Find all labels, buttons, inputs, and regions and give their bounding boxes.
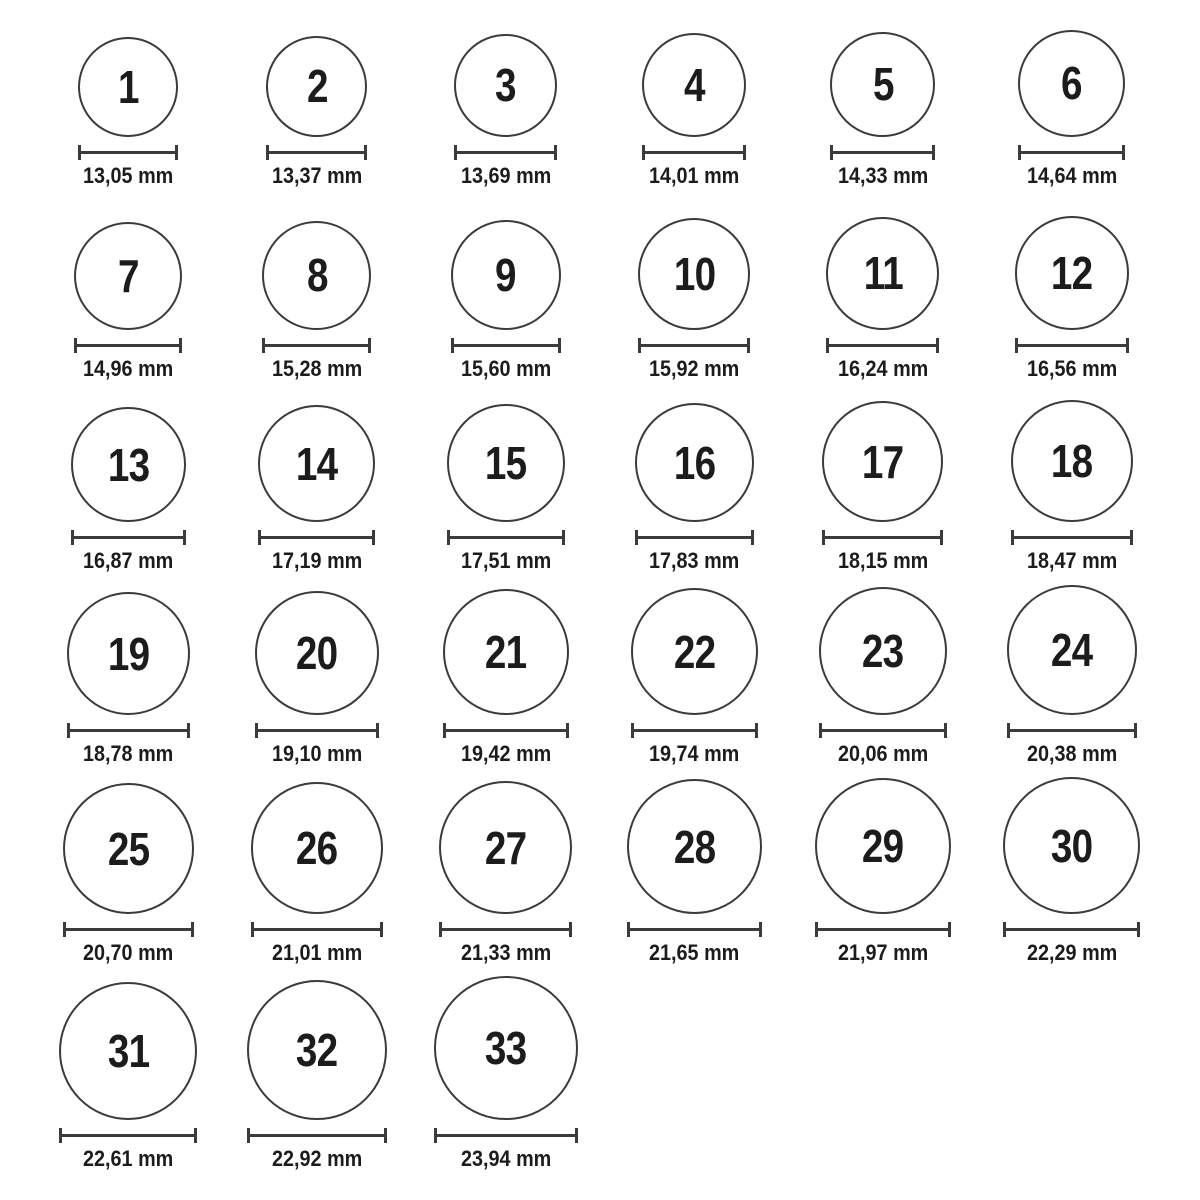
ring-size-number: 25: [107, 822, 149, 875]
measure-bar: [454, 344, 558, 347]
ring-size-cell: [223, 584, 412, 777]
measure-bar: [1014, 536, 1130, 539]
ring-size-cell: [789, 199, 978, 392]
diameter-label: 19,10 mm: [271, 741, 363, 766]
ring-size-cell: [411, 199, 600, 392]
measure-tick-right-icon: [191, 922, 194, 937]
measure-bar: [446, 729, 566, 732]
measure-tick-right-icon: [948, 922, 951, 937]
measure-bar: [825, 536, 940, 539]
diameter-label: 15,92 mm: [649, 355, 740, 381]
measure-tick-right-icon: [751, 530, 754, 545]
ring-size-number: 14: [296, 437, 338, 490]
diameter-measure-line: [642, 145, 746, 160]
diameter-label: 22,61 mm: [83, 1146, 174, 1171]
ring-size-number: 5: [872, 58, 894, 111]
ring-size-number: 12: [1050, 246, 1093, 299]
ring-size-cell: [600, 199, 789, 392]
ring-size-number: 21: [484, 626, 527, 678]
measure-tick-right-icon: [1137, 922, 1140, 937]
measure-bar: [457, 151, 554, 154]
diameter-label: 21,97 mm: [837, 940, 929, 965]
ring-size-number: 32: [296, 1024, 338, 1076]
ring-size-cell: [411, 392, 600, 585]
ring-size-number: 8: [306, 249, 328, 301]
ring-circle: [815, 778, 951, 914]
ring-circle: [78, 37, 178, 137]
diameter-label: 21,01 mm: [271, 940, 363, 965]
diameter-label: 14,33 mm: [837, 162, 929, 188]
diameter-measure-line: [443, 723, 569, 738]
ring-size-number: 27: [484, 821, 527, 874]
diameter-measure-line: [262, 338, 371, 353]
diameter-measure-line: [1003, 922, 1140, 937]
diameter-measure-line: [1007, 723, 1137, 738]
measure-tick-right-icon: [183, 530, 186, 545]
ring-circle: [830, 32, 935, 137]
diameter-measure-line: [247, 1128, 387, 1143]
ring-size-number: 24: [1050, 624, 1093, 676]
ring-size-number: 9: [495, 248, 516, 301]
ring-size-cell: [223, 6, 412, 199]
diameter-label: 22,92 mm: [271, 1146, 363, 1171]
diameter-measure-line: [454, 145, 557, 160]
diameter-label: 14,96 mm: [83, 355, 174, 381]
ring-circle: [1003, 777, 1140, 914]
ring-size-number: 18: [1050, 435, 1093, 488]
ring-circle: [638, 218, 750, 330]
ring-size-cell: [223, 392, 412, 585]
ring-size-cell: [600, 392, 789, 585]
diameter-label: 22,29 mm: [1026, 940, 1117, 965]
ring-size-cell: [411, 6, 600, 199]
ring-size-cell: [600, 777, 789, 976]
ring-circle: [819, 587, 947, 715]
ring-size-cell: [789, 392, 978, 585]
diameter-label: 13,69 mm: [460, 162, 551, 188]
diameter-measure-line: [447, 530, 565, 545]
ring-circle: [1015, 216, 1129, 330]
ring-circle: [266, 36, 367, 137]
diameter-label: 18,78 mm: [83, 741, 174, 766]
measure-bar: [641, 344, 747, 347]
measure-tick-right-icon: [372, 530, 375, 545]
diameter-label: 19,74 mm: [649, 741, 740, 766]
ring-size-cell: [977, 199, 1166, 392]
measure-tick-right-icon: [364, 145, 367, 160]
ring-size-number: 16: [673, 436, 715, 489]
ring-circle: [454, 34, 557, 137]
diameter-measure-line: [251, 922, 383, 937]
measure-tick-right-icon: [1134, 723, 1137, 738]
measure-tick-right-icon: [376, 723, 379, 738]
ring-size-number: 13: [107, 438, 149, 491]
measure-bar: [269, 151, 364, 154]
ring-size-cell: [223, 777, 412, 976]
ring-size-number: 11: [863, 247, 903, 299]
diameter-label: 17,51 mm: [460, 548, 551, 574]
ring-size-cell: [34, 976, 223, 1182]
measure-bar: [1018, 344, 1126, 347]
ring-size-number: 31: [107, 1025, 149, 1077]
diameter-measure-line: [1018, 145, 1125, 160]
ring-circle: [1007, 585, 1137, 715]
measure-bar: [254, 928, 380, 931]
diameter-measure-line: [822, 530, 943, 545]
measure-tick-right-icon: [759, 922, 762, 937]
measure-bar: [62, 1134, 194, 1137]
diameter-label: 16,87 mm: [83, 548, 174, 574]
diameter-label: 20,06 mm: [837, 741, 929, 766]
measure-bar: [638, 536, 751, 539]
diameter-label: 16,56 mm: [1026, 355, 1117, 381]
ring-size-number: 3: [495, 59, 516, 112]
ring-circle: [826, 217, 939, 330]
ring-size-number: 6: [1061, 57, 1082, 110]
measure-tick-right-icon: [940, 530, 943, 545]
measure-tick-right-icon: [1130, 530, 1133, 545]
measure-tick-right-icon: [1126, 338, 1129, 353]
measure-tick-right-icon: [558, 338, 561, 353]
diameter-label: 14,01 mm: [649, 162, 740, 188]
ring-size-number: 20: [296, 627, 338, 679]
ring-size-cell: [977, 777, 1166, 976]
measure-bar: [645, 151, 743, 154]
ring-size-cell: [789, 6, 978, 199]
diameter-measure-line: [627, 922, 762, 937]
diameter-label: 16,24 mm: [837, 355, 929, 381]
measure-tick-right-icon: [380, 922, 383, 937]
ring-size-cell: [600, 6, 789, 199]
ring-circle: [258, 405, 375, 522]
diameter-measure-line: [59, 1128, 197, 1143]
ring-circle: [439, 781, 572, 914]
ring-size-number: 15: [484, 437, 527, 490]
diameter-measure-line: [819, 723, 947, 738]
ring-size-number: 30: [1050, 819, 1093, 872]
ring-circle: [447, 404, 565, 522]
measure-bar: [1006, 928, 1137, 931]
measure-bar: [250, 1134, 384, 1137]
measure-bar: [74, 536, 183, 539]
measure-tick-right-icon: [755, 723, 758, 738]
measure-bar: [1010, 729, 1134, 732]
diameter-label: 21,65 mm: [649, 940, 740, 965]
diameter-measure-line: [826, 338, 939, 353]
diameter-measure-line: [258, 530, 375, 545]
measure-tick-right-icon: [569, 922, 572, 937]
ring-size-number: 28: [673, 820, 715, 873]
ring-circle: [822, 401, 943, 522]
diameter-label: 20,38 mm: [1026, 741, 1117, 766]
diameter-measure-line: [67, 723, 190, 738]
diameter-label: 15,28 mm: [271, 355, 363, 381]
ring-size-number: 26: [296, 822, 338, 874]
measure-bar: [70, 729, 187, 732]
measure-bar: [1021, 151, 1122, 154]
diameter-measure-line: [255, 723, 379, 738]
measure-bar: [81, 151, 175, 154]
ring-size-cell: [789, 777, 978, 976]
measure-bar: [833, 151, 932, 154]
measure-bar: [261, 536, 372, 539]
measure-bar: [822, 729, 944, 732]
ring-size-number: 4: [683, 58, 705, 111]
ring-size-cell: [411, 777, 600, 976]
diameter-label: 19,42 mm: [460, 741, 551, 766]
diameter-measure-line: [631, 723, 758, 738]
diameter-measure-line: [451, 338, 561, 353]
measure-tick-right-icon: [194, 1128, 197, 1143]
diameter-measure-line: [635, 530, 754, 545]
ring-size-number: 2: [306, 60, 328, 113]
diameter-measure-line: [266, 145, 367, 160]
ring-circle: [631, 588, 758, 715]
diameter-label: 14,64 mm: [1026, 162, 1117, 188]
diameter-measure-line: [434, 1128, 578, 1143]
measure-tick-right-icon: [575, 1128, 578, 1143]
ring-circle: [251, 782, 383, 914]
diameter-label: 21,33 mm: [460, 940, 551, 965]
ring-circle: [1018, 30, 1125, 137]
measure-tick-right-icon: [747, 338, 750, 353]
ring-size-number: 22: [673, 625, 715, 678]
diameter-label: 17,19 mm: [271, 548, 363, 574]
ring-size-cell: [411, 584, 600, 777]
ring-circle: [247, 980, 387, 1120]
ring-size-number: 7: [117, 249, 139, 302]
measure-tick-right-icon: [175, 145, 178, 160]
diameter-label: 18,15 mm: [837, 548, 929, 574]
diameter-measure-line: [63, 922, 194, 937]
ring-size-number: 17: [862, 435, 904, 488]
ring-size-cell: [34, 392, 223, 585]
ring-circle: [434, 976, 578, 1120]
ring-size-cell: [411, 976, 600, 1182]
diameter-label: 20,70 mm: [83, 940, 174, 965]
measure-bar: [450, 536, 562, 539]
diameter-measure-line: [638, 338, 750, 353]
ring-circle: [635, 403, 754, 522]
diameter-label: 15,60 mm: [460, 355, 551, 381]
measure-bar: [258, 729, 376, 732]
ring-circle: [67, 592, 190, 715]
ring-circle: [1011, 400, 1133, 522]
measure-bar: [829, 344, 936, 347]
measure-tick-right-icon: [368, 338, 371, 353]
measure-tick-right-icon: [179, 338, 182, 353]
ring-size-cell: [34, 6, 223, 199]
ring-circle: [443, 589, 569, 715]
diameter-label: 13,05 mm: [83, 162, 174, 188]
ring-size-cell: [34, 199, 223, 392]
ring-circle: [627, 779, 762, 914]
ring-circle: [255, 591, 379, 715]
ring-size-cell: [789, 584, 978, 777]
ring-circle: [71, 407, 186, 522]
ring-size-number: 29: [862, 820, 904, 872]
measure-tick-right-icon: [936, 338, 939, 353]
measure-bar: [437, 1134, 575, 1137]
ring-size-number: 19: [107, 627, 149, 680]
ring-size-number: 1: [117, 60, 139, 113]
diameter-measure-line: [439, 922, 572, 937]
measure-tick-right-icon: [743, 145, 746, 160]
measure-bar: [442, 928, 569, 931]
ring-circle: [74, 222, 182, 330]
ring-circle: [642, 33, 746, 137]
measure-bar: [818, 928, 948, 931]
measure-bar: [630, 928, 759, 931]
diameter-label: 13,37 mm: [271, 162, 363, 188]
measure-bar: [77, 344, 179, 347]
measure-bar: [634, 729, 755, 732]
ring-size-cell: [977, 392, 1166, 585]
diameter-measure-line: [815, 922, 951, 937]
ring-size-cell: [977, 6, 1166, 199]
measure-bar: [265, 344, 368, 347]
diameter-label: 23,94 mm: [460, 1146, 551, 1171]
measure-tick-right-icon: [554, 145, 557, 160]
measure-tick-right-icon: [944, 723, 947, 738]
diameter-measure-line: [71, 530, 186, 545]
ring-size-cell: [34, 777, 223, 976]
ring-size-cell: [977, 584, 1166, 777]
ring-circle: [59, 982, 197, 1120]
measure-tick-right-icon: [566, 723, 569, 738]
ring-size-number: 33: [484, 1022, 527, 1074]
measure-bar: [66, 928, 191, 931]
ring-circle: [262, 221, 371, 330]
measure-tick-right-icon: [562, 530, 565, 545]
diameter-measure-line: [1011, 530, 1133, 545]
ring-size-cell: [600, 584, 789, 777]
ring-size-cell: [34, 584, 223, 777]
diameter-label: 18,47 mm: [1026, 548, 1117, 574]
ring-size-number: 10: [673, 247, 715, 300]
ring-size-cell: [223, 199, 412, 392]
ring-circle: [63, 783, 194, 914]
measure-tick-right-icon: [384, 1128, 387, 1143]
ring-size-cell: [223, 976, 412, 1182]
measure-tick-right-icon: [932, 145, 935, 160]
ring-size-number: 23: [862, 625, 904, 677]
diameter-measure-line: [830, 145, 935, 160]
measure-tick-right-icon: [187, 723, 190, 738]
ring-circle: [451, 220, 561, 330]
diameter-measure-line: [74, 338, 182, 353]
diameter-label: 17,83 mm: [649, 548, 740, 574]
diameter-measure-line: [78, 145, 178, 160]
diameter-measure-line: [1015, 338, 1129, 353]
measure-tick-right-icon: [1122, 145, 1125, 160]
